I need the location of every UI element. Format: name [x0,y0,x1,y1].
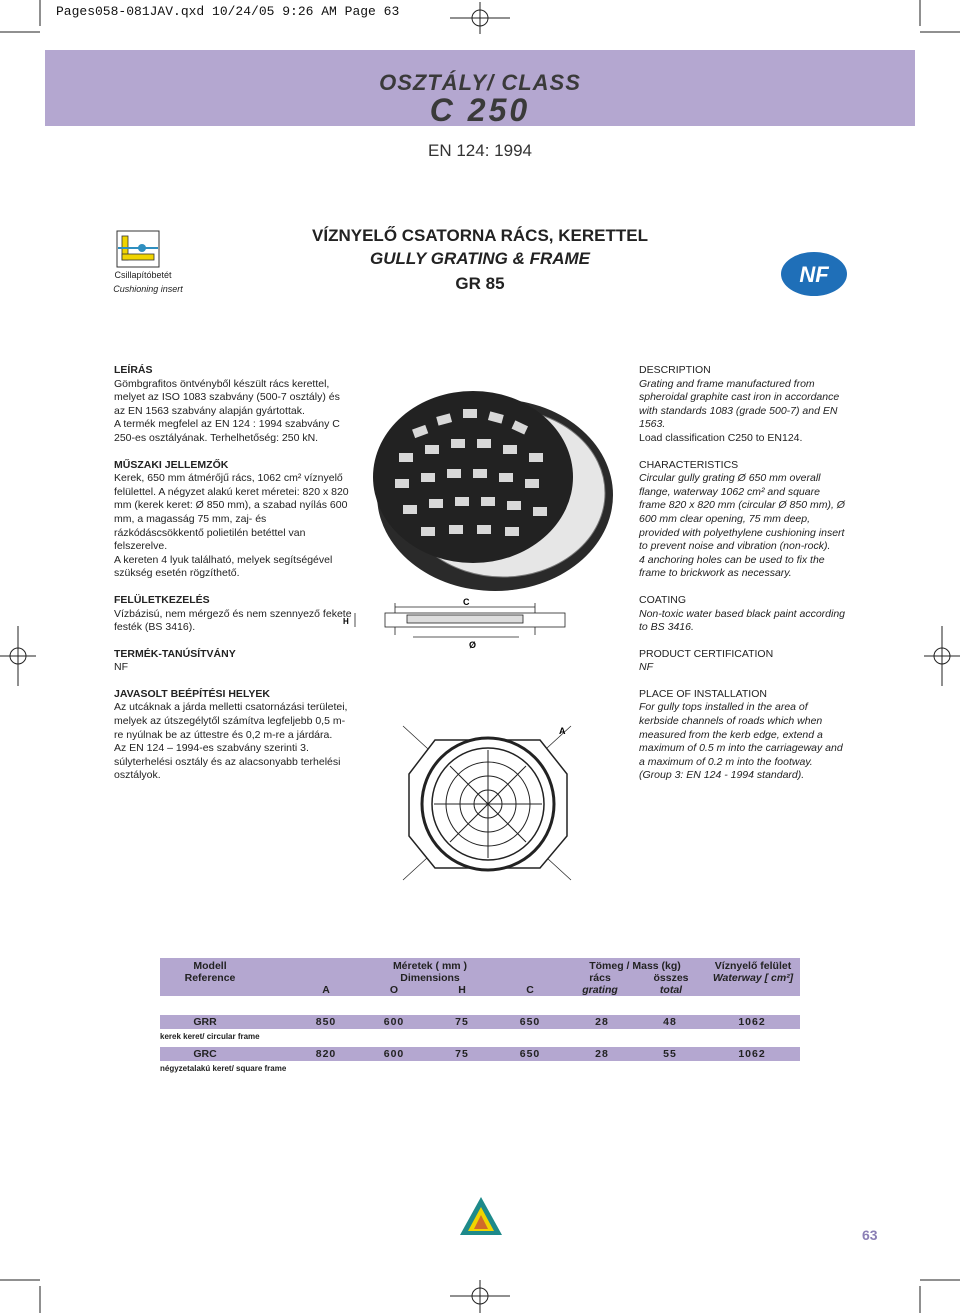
header-model: Modell [193,960,227,972]
text-certification-hu: NF [114,661,128,674]
text-anchoring-en: 4 anchoring holes can be used to fix the frame to brickwork as necessary. [639,553,825,580]
text-group-en: (Group 3: EN 124 - 1994 standard). [639,769,805,782]
company-logo [458,1195,504,1239]
text-characteristics-en: Circular gully grating Ø 650 mm overall flange, waterway 1062 cm² and square frame 820 x 820 mm (circular Ø 850 mm), Ø 600 mm clear opening, 75 mm deep, provided with polyethylene cushioning insert to prevent noise and vibration (non-rock). [639,472,845,553]
page-number: 63 [862,1227,878,1243]
header-h: H [458,984,466,996]
class-title: OSZTÁLY/ CLASS [379,70,581,95]
heading-certification-en: PRODUCT CERTIFICATION [639,647,774,660]
text-installation-en: For gully tops installed in the area of kerbside channels of roads which when measured from the kerb edge, extend a maximum of 0.5 m into the carriageway and a maximum of 0.2 m into the footway. [639,701,843,768]
header-reference: Reference [184,972,236,984]
row-note: négyzetalakú keret/ square frame [160,1064,287,1073]
text-coating-en: Non-toxic water based black paint according to BS 3416. [639,607,846,634]
label-c: C [463,597,470,607]
header-racs: rács [589,972,611,984]
header-c: C [526,984,534,996]
cell-ref: GRR [193,1016,217,1028]
text-description-en: Grating and frame manufactured from spheroidal graphite cast iron in accordance with standards 1083 (grade 500-7) and EN 1563. [639,377,840,431]
cell-a: 820 [315,1048,337,1060]
label-h: H [343,617,349,626]
left-column-hu [114,364,352,783]
product-name-en: GULLY GRATING & FRAME [369,249,591,268]
cell-waterway: 1062 [738,1016,766,1028]
row-note: kerek keret/ circular frame [160,1032,260,1041]
cell-grating: 28 [595,1016,609,1028]
product-photo [355,375,615,595]
header-grating: grating [582,984,618,996]
text-anchoring-hu: A kereten 4 lyuk található, melyek segítségével szükség esetén rögzíthető. [114,553,333,580]
nf-logo [780,251,848,297]
heading-installation-en: PLACE OF INSTALLATION [639,687,767,700]
text-load-hu: A termék megfelel az EN 124 : 1994 szabvány C 250-es osztályának. Terhelhetőség: 250 kN. [114,418,340,444]
cushioning-label-en: Cushioning insert [113,284,183,294]
cell-c: 650 [519,1048,541,1060]
cell-total: 48 [663,1016,677,1028]
header-dimensions-hu: Méretek ( mm ) [392,960,468,972]
cell-h: 75 [455,1016,469,1028]
right-column-en [639,364,847,783]
heading-characteristics-en: CHARACTERISTICS [639,458,739,471]
cell-grating: 28 [595,1048,609,1060]
standard-label: EN 124: 1994 [428,141,532,160]
cell-c: 650 [519,1016,541,1028]
label-o: Ø [469,640,477,650]
cell-waterway: 1062 [738,1048,766,1060]
cell-o: 600 [383,1048,405,1060]
text-certification-en: NF [639,661,653,674]
nf-logo-text: NF [799,262,829,287]
cell-h: 75 [455,1048,469,1060]
text-group-hu: Az EN 124 – 1994-es szabvány szerinti 3. súlyterhelési osztály és az alacsonyabb terhelési osztályok. [114,742,341,782]
print-slug: Pages058-081JAV.qxd 10/24/05 9:26 AM Page 63 [56,4,400,19]
heading-coating-en: COATING [639,593,687,606]
cell-o: 600 [383,1016,405,1028]
cell-ref: GRC [193,1048,217,1060]
header-osszes: összes [653,972,689,984]
heading-description-hu: LEÍRÁS [114,364,153,376]
header-waterway-en: Waterway [ cm²] [712,972,794,984]
text-description-hu: Gömbgrafitos öntvényből készült rács kerettel, melyet az ISO 1083 szabvány (500-7 osztály) és az EN 1563 szabvány alapján gyártottak. [114,377,340,417]
cell-total: 55 [663,1048,677,1060]
header-a: A [322,984,330,996]
text-load-en: Load classification C250 to EN124. [639,431,803,444]
header-waterway-hu: Víznyelő felület [714,960,792,972]
cell-a: 850 [315,1016,337,1028]
header-dimensions-en: Dimensions [400,972,460,984]
label-a: A [559,726,566,736]
cushioning-icon [116,230,162,275]
top-view-drawing [395,718,580,888]
heading-certification-hu: TERMÉK-TANÚSÍTVÁNY [114,647,236,660]
heading-installation-hu: JAVASOLT BEÉPÍTÉSI HELYEK [114,687,270,700]
text-installation-hu: Az utcáknak a járda melletti csatornázási területei, melyek az útszegélytől számítva legfeljebb 0,5 m-re nyúlnak be az úttestre és 0,2 m-re a járdára. [114,701,348,741]
cushioning-label-hu: Csillapítóbetét [114,270,172,280]
class-code: C 250 [429,92,531,128]
heading-description-en: DESCRIPTION [639,364,711,376]
text-coating-hu: Vízbázisú, nem mérgező és nem szennyező fekete festék (BS 3416). [114,607,352,634]
header-total: total [659,984,683,996]
table-row [160,1047,800,1061]
product-name-hu: VÍZNYELŐ CSATORNA RÁCS, KERETTEL [312,226,648,245]
header-o: O [389,984,399,996]
cross-section-drawing [335,595,575,655]
text-characteristics-hu: Kerek, 650 mm átmérőjű rács, 1062 cm² víznyelő felülettel. A négyzet alakú keret méretei: 820 x 820 mm (kerek keret: Ø 850 mm), a szabad nyílás 600 mm, a magasság 75 mm, zaj- és rázkódáscsökkentő polietilén betéttel van felszerelve. [114,472,349,553]
table-row [160,1015,800,1029]
heading-coating-hu: FELÜLETKEZELÉS [114,593,210,606]
product-code: GR 85 [455,274,505,293]
header-mass: Tömeg / Mass (kg) [589,960,681,972]
heading-characteristics-hu: MŰSZAKI JELLEMZŐK [114,458,229,471]
